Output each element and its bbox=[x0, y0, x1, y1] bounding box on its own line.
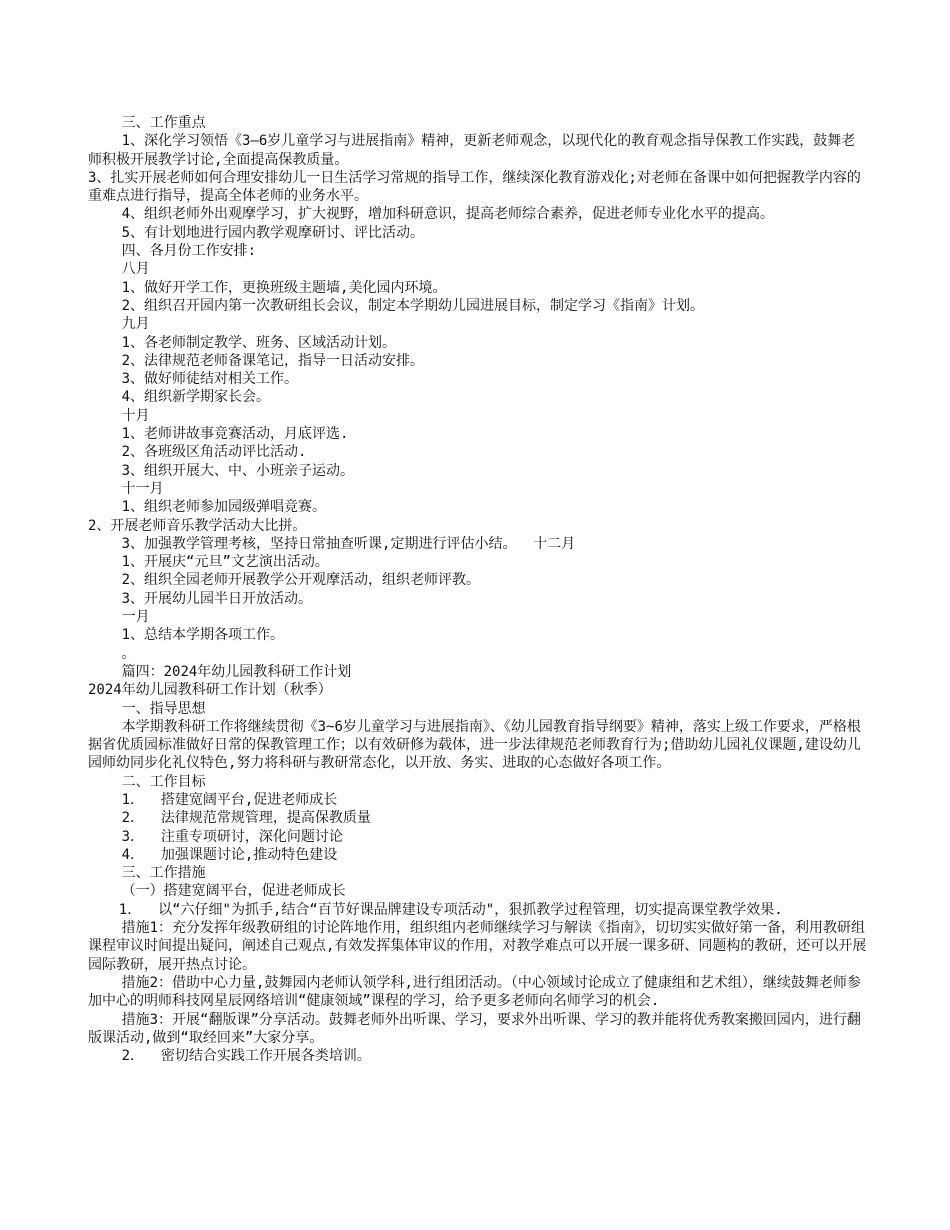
text-line: 4、组织老师外出观摩学习，扩大视野，增加科研意识，提高老师综合素养，促进老师专业化水平的提高。 bbox=[121, 206, 775, 223]
text-line: 1． 以“六仔细"为抓手,结合“百节好课品牌建设专项活动"，狠抓教学过程管理，切实提高课堂教学效果. bbox=[118, 901, 783, 918]
text-line: 2． 密切结合实践工作开展各类培训。 bbox=[121, 1048, 371, 1065]
text-line: 2、组织召开园内第一次教研组长会议，制定本学期幼儿园进展目标，制定学习《指南》计划。 bbox=[121, 297, 705, 314]
text-line: 措施3：开展“翻版课”分享活动。鼓舞老师外出听课、学习，要求外出听课、学习的教并能将优秀教案搬回园内，进行翻版课活动,做到“取经回来”大家分享。 bbox=[88, 1011, 861, 1046]
text-line: 八月 bbox=[121, 261, 150, 278]
text-line: 1、总结本学期各项工作。 bbox=[121, 627, 285, 644]
text-line: 一、指导思想 bbox=[121, 700, 206, 717]
text-line: 1． 搭建宽阔平台,促进老师成长 bbox=[121, 791, 338, 808]
text-line: 4． 加强课题讨论,推动特色建设 bbox=[121, 846, 338, 863]
text-line: 十一月 bbox=[121, 480, 164, 497]
text-line: 四、各月份工作安排: bbox=[121, 243, 257, 260]
text-line: （一）搭建宽阔平台，促进老师成长 bbox=[121, 883, 346, 900]
text-line: 3、扎实开展老师如何合理安排幼儿一日生活学习常规的指导工作，继续深化教育游戏化;对老师在备课中如何把握教学内容的重难点进行指导，提高全体老师的业务水平。 bbox=[88, 169, 861, 205]
text-line: 2、组织全园老师开展教学公开观摩活动，组织老师评教。 bbox=[121, 572, 481, 589]
text-line: 措施2：借助中心力量,鼓舞园内老师认领学科,进行组团活动。（中心领域讨论成立了健康组和艺术组），继续鼓舞老师参加中心的明师科技网星辰网络培训“健康领域”课程的学习，给予更多老师向名师学习的机会. bbox=[88, 974, 861, 1010]
text-line: 九月 bbox=[121, 316, 150, 333]
text-line: 十月 bbox=[121, 407, 150, 424]
text-line: 3、开展幼儿园半日开放活动。 bbox=[121, 590, 313, 607]
text-line: 3． 注重专项研讨，深化问题讨论 bbox=[121, 828, 343, 845]
text-line: 1、各老师制定教学、班务、区域活动计划。 bbox=[121, 334, 397, 351]
text-line: 2、各班级区角活动评比活动. bbox=[121, 444, 307, 461]
text-line: 1、老师讲故事竞赛活动，月底评选. bbox=[121, 426, 349, 443]
text-line: 2024年幼儿园教科研工作计划（秋季） bbox=[88, 682, 332, 699]
text-line: 2、开展老师音乐教学活动大比拼。 bbox=[88, 517, 307, 534]
document-body bbox=[88, 114, 868, 1065]
text-line: 措施1：充分发挥年级教研组的讨论阵地作用，组织组内老师继续学习与解读《指南》，切切实实做好第一备，利用教研组课程审议时间提出疑问，阐述自己观点,有效发挥集体审议的作用，对教学难点可以开展一课多研、同题构的教研，还可以开展园际教研，展开热点讨论。 bbox=[88, 920, 867, 973]
text-line: 4、组织新学期家长会。 bbox=[121, 389, 271, 406]
text-line: 1、做好开学工作，更换班级主题墙,美化园内环境。 bbox=[121, 279, 447, 296]
text-line: 1、组织老师参加园级弹唱竞赛。 bbox=[121, 499, 327, 516]
text-line: 二、工作目标 bbox=[121, 773, 206, 790]
text-line: 篇四：2024年幼儿园教科研工作计划 bbox=[121, 663, 352, 680]
text-line: 3、做好师徒结对相关工作。 bbox=[121, 371, 299, 388]
text-line: 三、工作重点 bbox=[121, 115, 206, 131]
text-line: 三、工作措施 bbox=[121, 865, 206, 882]
text-line: 一月 bbox=[121, 609, 150, 626]
text-line: 2． 法律规范常规管理，提高保教质量 bbox=[121, 810, 371, 827]
text-line: 1、开展庆“元旦”文艺演出活动。 bbox=[121, 554, 329, 571]
text-line: 3、组织开展大、中、小班亲子运动。 bbox=[121, 462, 355, 479]
text-line: 3、加强教学管理考核，坚持日常抽查听课,定期进行评估小结。 十二月 bbox=[121, 535, 576, 552]
text-line: 1、深化学习领悟《3—6岁儿童学习与进展指南》精神，更新老师观念，以现代化的教育观念指导保教工作实践，鼓舞老师积极开展教学讨论,全面提高保教质量。 bbox=[88, 133, 856, 168]
text-line: 本学期教科研工作将继续贯彻《3~6岁儿童学习与进展指南》、《幼儿园教育指导纲要》精神，落实上级工作要求，严格根据省优质园标准做好日常的保教管理工作；以有效研修为载体，进一步法律规范老师教育行为;借助幼儿园礼仪课题,建设幼儿园师幼同步化礼仪特色,努力将科研与教研常态化，以开放、务实、进取的心态做好各项工作。 bbox=[88, 718, 861, 772]
text-line: 2、法律规范老师备课笔记，指导一日活动安排。 bbox=[121, 352, 425, 369]
text-line: 。 bbox=[121, 645, 136, 662]
text-line: 5、有计划地进行园内教学观摩研讨、评比活动。 bbox=[121, 224, 425, 241]
